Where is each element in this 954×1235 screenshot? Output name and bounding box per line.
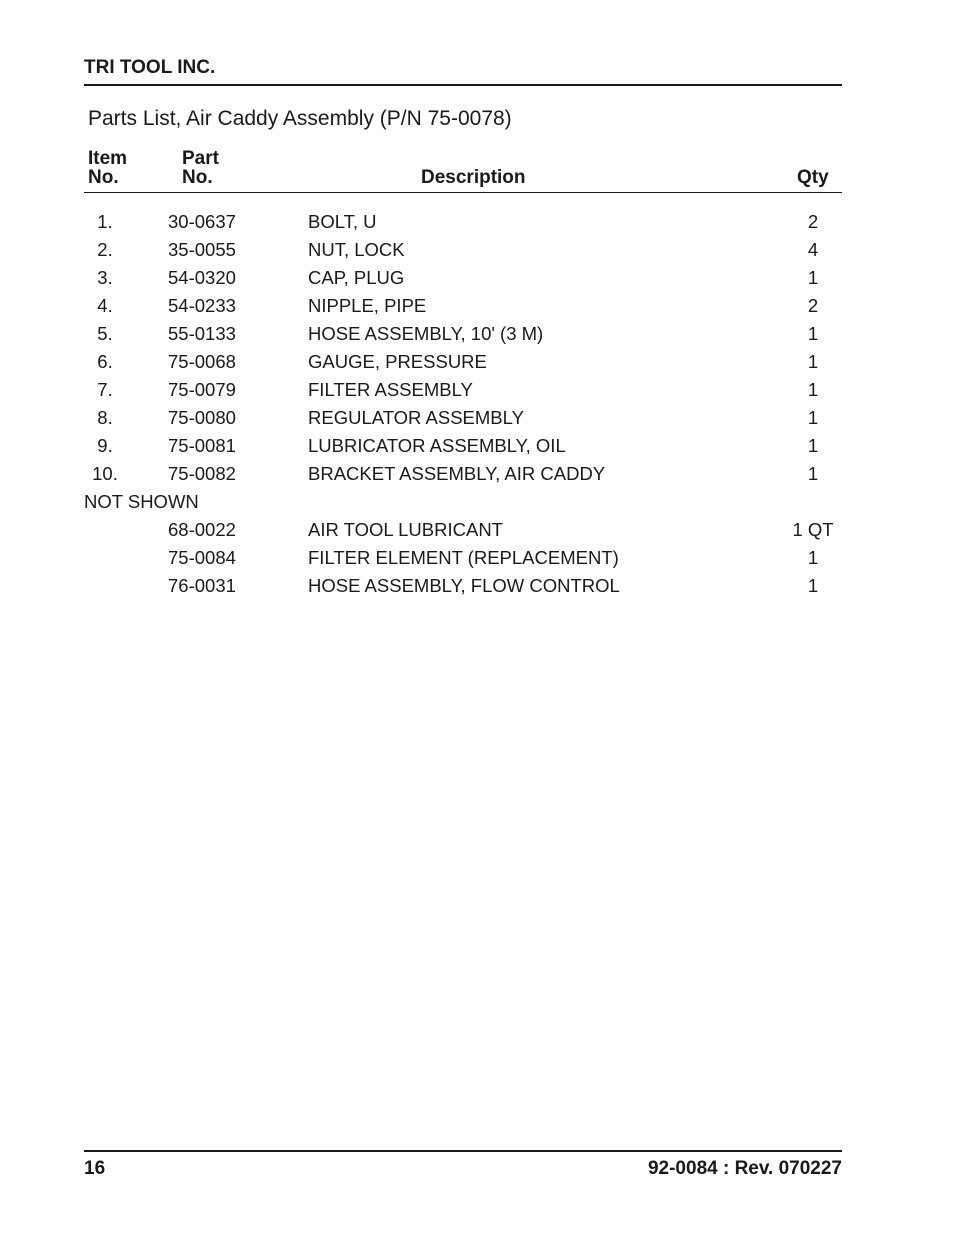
part-number: 30-0637 xyxy=(168,211,236,232)
column-header-item-line2: No. xyxy=(88,167,119,188)
part-description: NUT, LOCK xyxy=(308,239,405,260)
part-number: 75-0082 xyxy=(168,463,236,484)
part-quantity: 1 xyxy=(807,463,819,484)
part-description: BOLT, U xyxy=(308,211,377,232)
part-number: 75-0079 xyxy=(168,379,236,400)
table-row xyxy=(0,295,954,323)
part-number: 68-0022 xyxy=(168,519,236,540)
part-number: 54-0320 xyxy=(168,267,236,288)
part-number: 75-0081 xyxy=(168,435,236,456)
page-title: Parts List, Air Caddy Assembly (P/N 75-0078) xyxy=(88,107,512,130)
part-quantity: 2 xyxy=(807,211,819,232)
part-description: AIR TOOL LUBRICANT xyxy=(308,519,503,540)
part-description: FILTER ASSEMBLY xyxy=(308,379,473,400)
column-header-part xyxy=(182,149,219,187)
item-number: 5. xyxy=(97,323,113,344)
part-description: BRACKET ASSEMBLY, AIR CADDY xyxy=(308,463,606,484)
table-row xyxy=(0,435,954,463)
page-number: 16 xyxy=(84,1158,106,1179)
part-description: REGULATOR ASSEMBLY xyxy=(308,407,524,428)
part-description: HOSE ASSEMBLY, 10' (3 M) xyxy=(308,323,544,344)
column-header-item-line1: Item xyxy=(88,148,128,169)
part-number: 55-0133 xyxy=(168,323,236,344)
table-row xyxy=(0,463,954,491)
part-number: 75-0084 xyxy=(168,547,236,568)
part-quantity: 1 xyxy=(807,267,819,288)
column-header-item xyxy=(88,149,127,187)
table-row xyxy=(0,379,954,407)
part-quantity: 1 xyxy=(807,379,819,400)
part-description: GAUGE, PRESSURE xyxy=(308,351,487,372)
part-description: FILTER ELEMENT (REPLACEMENT) xyxy=(308,547,619,568)
part-description: NIPPLE, PIPE xyxy=(308,295,427,316)
part-description: CAP, PLUG xyxy=(308,267,405,288)
part-quantity: 1 xyxy=(807,351,819,372)
part-description: LUBRICATOR ASSEMBLY, OIL xyxy=(308,435,566,456)
footer-rule xyxy=(84,1150,842,1152)
part-number: 76-0031 xyxy=(168,575,236,596)
part-quantity: 4 xyxy=(807,239,819,260)
item-number: 8. xyxy=(97,407,113,428)
table-row xyxy=(0,547,954,575)
part-number: 54-0233 xyxy=(168,295,236,316)
item-number: 4. xyxy=(97,295,113,316)
part-number: 75-0080 xyxy=(168,407,236,428)
company-name: TRI TOOL INC. xyxy=(84,57,216,78)
table-row xyxy=(0,267,954,295)
item-number: 10. xyxy=(92,463,118,484)
column-header-qty: Qty xyxy=(797,167,829,188)
item-number: 2. xyxy=(97,239,113,260)
part-number: 75-0068 xyxy=(168,351,236,372)
header-rule xyxy=(84,84,842,86)
part-quantity: 1 xyxy=(807,323,819,344)
table-header-rule xyxy=(84,192,842,193)
part-description: HOSE ASSEMBLY, FLOW CONTROL xyxy=(308,575,620,596)
not-shown-label: NOT SHOWN xyxy=(84,491,199,512)
part-quantity: 1 xyxy=(807,435,819,456)
table-row xyxy=(0,211,954,239)
part-number: 35-0055 xyxy=(168,239,236,260)
item-number: 9. xyxy=(97,435,113,456)
table-row xyxy=(0,407,954,435)
part-quantity: 1 xyxy=(807,575,819,596)
table-row xyxy=(0,239,954,267)
column-header-part-line1: Part xyxy=(182,148,219,169)
part-quantity: 1 xyxy=(807,407,819,428)
column-header-description: Description xyxy=(421,167,526,188)
part-quantity: 2 xyxy=(807,295,819,316)
part-quantity: 1 xyxy=(807,547,819,568)
column-header-part-line2: No. xyxy=(182,167,213,188)
table-row xyxy=(0,323,954,351)
item-number: 1. xyxy=(97,211,113,232)
item-number: 6. xyxy=(97,351,113,372)
item-number: 7. xyxy=(97,379,113,400)
table-row xyxy=(0,519,954,547)
table-row xyxy=(0,575,954,603)
document-number: 92-0084 : Rev. 070227 xyxy=(647,1158,842,1179)
part-quantity: 1 QT xyxy=(792,519,834,540)
table-row xyxy=(0,351,954,379)
item-number: 3. xyxy=(97,267,113,288)
